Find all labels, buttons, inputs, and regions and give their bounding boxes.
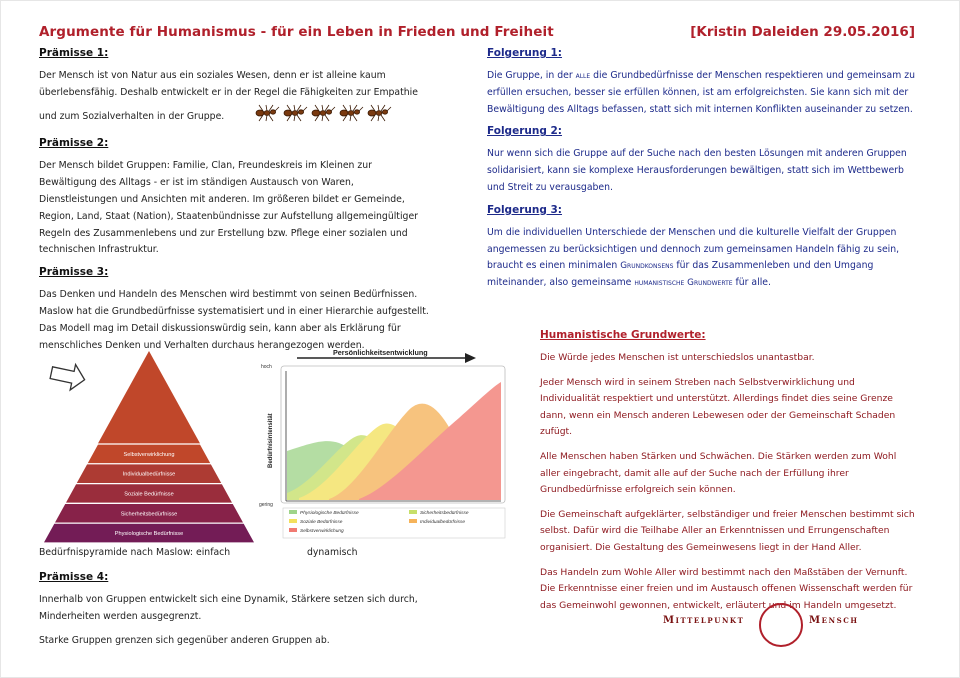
arrow-head-icon xyxy=(465,353,476,363)
folgerung-3 xyxy=(487,204,917,292)
praemisse-1 xyxy=(39,47,429,130)
ants-icon xyxy=(254,102,404,131)
pyramid-level-label: Selbstverwirklichung xyxy=(123,451,175,458)
folgerung-1 xyxy=(487,47,917,118)
folgerung-2-heading: Folgerung 2: xyxy=(487,125,563,138)
legend-label: Individualbedürfnisse xyxy=(420,520,466,525)
pyramid-level-label: Individualbedürfnisse xyxy=(122,471,176,478)
folgerung-3-heading: Folgerung 3: xyxy=(487,203,563,216)
document-title: Argumente für Humanismus - für ein Leben in Frieden und Freiheit xyxy=(39,24,554,40)
pyramid-tip xyxy=(98,351,201,444)
left-column xyxy=(39,47,429,361)
folgerung-1-heading: Folgerung 1: xyxy=(487,47,563,59)
humanistische-grundwerte xyxy=(540,329,915,622)
folgerung-3-text xyxy=(487,225,917,292)
hollow-arrow-icon xyxy=(49,360,88,393)
folgerung-2 xyxy=(487,125,917,196)
folgerung-3-text-c: für alle. xyxy=(732,277,771,289)
legend-swatch xyxy=(289,519,297,523)
pyramid-level-label: Physiologische Bedürfnisse xyxy=(114,531,184,538)
folgerung-3-smallcaps-2: humanistische Grundwerte xyxy=(634,278,733,289)
grundwert-item: Alle Menschen haben Stärken und Schwächen. Die Stärken werden zum Wohl aller eingebracht, damit alle auf der Suche nach der Erfüllung ihrer Grundbedürfnisse erfolgreich sein können. xyxy=(540,450,897,496)
legend-label: Physiologische Bedürfnisse xyxy=(300,511,359,516)
praemisse-2 xyxy=(39,137,429,259)
author-date: [Kristin Daleiden 29.05.2016] xyxy=(690,24,915,40)
dynamic-needs-chart xyxy=(259,348,505,538)
folgerung-2-text: Nur wenn sich die Gruppe auf der Suche nach den besten Lösungen mit anderen Gruppen solidarisiert, kann sie komplexe Herausforderungen bewältigen, statt sich im Wettbewerb und Streit zu verausgaben. xyxy=(487,148,907,193)
praemisse-2-text: Der Mensch bildet Gruppen: Familie, Clan, Freundeskreis im Kleinen zur Bewältigung des Alltags - er ist im ständigen Austausch von Waren, Dienstleistungen und Ansichten mit anderen. Im größeren bildet er Gemeinde, Region, Land, Staat (Nation), Staatenbündnisse zur Aufstellung allgemeingültiger Regeln des Zusammenlebens und zur Erstellung bzw. Pflege einer sozialen und technischen Infrastruktur. xyxy=(39,160,418,256)
logo-word-right: Mensch xyxy=(809,615,859,626)
dynamic-caption: dynamisch xyxy=(307,547,358,558)
praemisse-3-text: Das Denken und Handeln des Menschen wird bestimmt von seinen Bedürfnissen. Maslow hat die Grundbedürfnisse systematisiert und in einer Hierarchie aufgestellt. Das Modell mag im Detail diskussionswürdig sein, kann aber als Erklärung für menschliches Denken und Verhalten durchaus herangezogen werden. xyxy=(39,289,429,351)
folgerung-1-text-a: Die Gruppe, in der xyxy=(487,70,576,81)
pyramid-caption: Bedürfnispyramide nach Maslow: einfach xyxy=(39,547,231,558)
folgerung-3-text-a: Um die individuellen Unterschiede der Menschen und die kulturelle Vielfalt der Gruppen angemessen zu berücksichtigen und dennoch zum gemeinsamen Handeln fähig zu sein, braucht es einen minimalen xyxy=(487,226,900,272)
praemisse-4-heading: Prämisse 4: xyxy=(39,571,109,583)
needs-figures xyxy=(39,348,509,566)
praemisse-1-body: Der Mensch ist von Natur aus ein soziales Wesen, denn er ist alleine kaum überlebensfähig. Deshalb entwickelt er in der Regel die Fähigkeiten zur Empathie und zum Sozialverhalten in der Gruppe. xyxy=(39,70,418,122)
legend-label: Selbstverwirklichung xyxy=(300,529,344,534)
pyramid-level-label: Sicherheitsbedürfnisse xyxy=(120,511,178,518)
legend-label: Soziale Bedürfnisse xyxy=(300,520,343,525)
development-arrow-label: Persönlichkeitsentwicklung xyxy=(333,348,428,357)
legend-swatch xyxy=(409,510,417,514)
praemisse-3 xyxy=(39,266,429,354)
grundwert-item: Das Handeln zum Wohle Aller wird bestimmt nach den Maßstäben der Vernunft. Die Erkenntnisse einer freien und im Austausch offenen Wissenschaft werden für das Gemeinwohl gewonnen, entwickelt, erläutert und im Handeln umgesetzt. xyxy=(540,566,913,611)
praemisse-3-heading: Prämisse 3: xyxy=(39,266,109,279)
folgerung-1-text-b: die Grundbedürfnisse der Menschen respektieren und gemeinsam zu erfüllen ersuchen, besser sie erfüllen können, ist am erfolgreichsten. Sie kann sich mit der Bewältigung des Alltags befassen, statt sich mit internen Konflikten auseinander zu setzen. xyxy=(487,70,915,115)
pyramid-level-label: Soziale Bedürfnisse xyxy=(124,491,174,498)
praemisse-1-heading: Prämisse 1: xyxy=(39,47,109,59)
legend-swatch xyxy=(409,519,417,523)
legend-swatch xyxy=(289,510,297,514)
logo-word-left: Mittelpunkt xyxy=(663,615,745,626)
folgerung-3-text-b: für das Zusammenleben und den Umgang miteinander, also gemeinsame xyxy=(487,260,874,289)
y-high-label: hoch xyxy=(261,364,272,370)
grundwert-item: Die Gemeinschaft aufgeklärter, selbständiger und freier Menschen bestimmt sich selbst. Dafür wird die Teilhabe Aller an Erkenntnissen und Errungenschaften organisiert. Die Gestaltung des Gemeinwesens liegt in der Hand Aller. xyxy=(540,508,915,553)
legend-label: Sicherheitsbedürfnisse xyxy=(420,511,469,516)
praemisse-4-text-1: Innerhalb von Gruppen entwickelt sich eine Dynamik, Stärkere setzen sich durch, Minderheiten werden ausgegrenzt. xyxy=(39,594,418,622)
y-axis-label: Bedürfnisintensität xyxy=(268,413,274,468)
right-column xyxy=(487,47,917,299)
grundwert-item: Die Würde jedes Menschen ist unterschiedslos unantastbar. xyxy=(540,352,815,363)
folgerung-1-smallcaps: alle xyxy=(575,71,591,81)
praemisse-2-heading: Prämisse 2: xyxy=(39,137,109,150)
folgerung-3-smallcaps-1: Grundkonsens xyxy=(620,261,674,272)
legend-swatch xyxy=(289,528,297,532)
praemisse-4 xyxy=(39,571,439,656)
maslow-figures-svg xyxy=(39,348,509,548)
folgerung-1-text xyxy=(487,68,917,118)
grundwerte-heading: Humanistische Grundwerte: xyxy=(540,329,706,341)
mittelpunkt-mensch-logo xyxy=(663,601,883,647)
grundwert-item: Jeder Mensch wird in seinem Streben nach Selbstverwirklichung und Individualität respektiert und unterstützt. Allerdings findet dies seine Grenze dann, wenn ein Mensch anderen Lebewesen oder der Gemeinschaft Schaden zufügt. xyxy=(540,376,896,438)
y-low-label: gering xyxy=(259,502,273,508)
logo-ring-icon xyxy=(759,603,803,647)
praemisse-4-text-2: Starke Gruppen grenzen sich gegenüber anderen Gruppen ab. xyxy=(39,634,330,646)
praemisse-1-text xyxy=(39,68,429,130)
